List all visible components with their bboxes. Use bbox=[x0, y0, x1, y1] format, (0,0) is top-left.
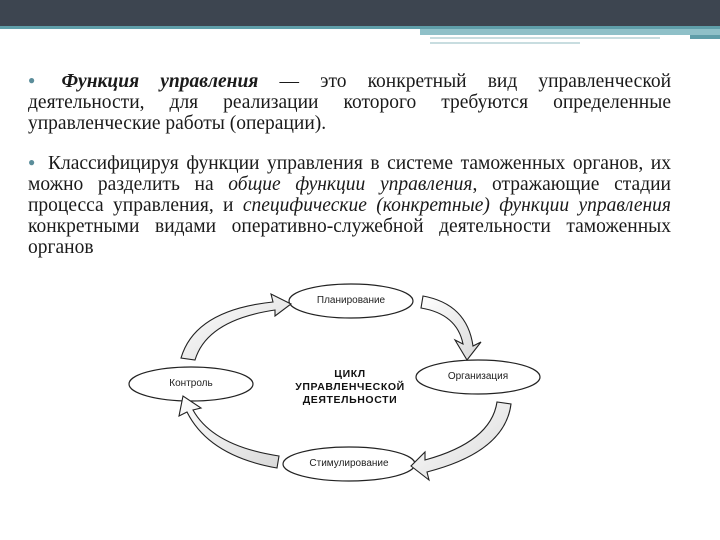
arrow-stimulation-to-control bbox=[179, 396, 279, 468]
cycle-center-title: ЦИКЛ УПРАВЛЕНЧЕСКОЙ ДЕЯТЕЛЬНОСТИ bbox=[295, 368, 405, 406]
bullet-icon: ● bbox=[28, 155, 38, 169]
bullet-icon: ● bbox=[28, 73, 52, 87]
slide-body bbox=[28, 70, 671, 276]
arrow-organization-to-stimulation bbox=[411, 402, 511, 480]
paragraph-definition: ● Функция управления — это конкретный вид управленческой деятельности, для реализации которого требуются определенные управленческие работы (операции). bbox=[28, 71, 672, 134]
node-stimulation-label: Стимулирование bbox=[309, 458, 389, 469]
node-planning-label: Планирование bbox=[316, 295, 386, 306]
header-accent-stripes bbox=[0, 26, 720, 48]
term-general: общие функции управления bbox=[228, 174, 473, 195]
term-specific: специфические (конкретные) функции управления bbox=[242, 195, 671, 216]
node-control-label: Контроль bbox=[169, 378, 213, 389]
paragraph-classification: ● Классифицируя функции управления в системе таможенных органов, их можно разделить на общие функции управления, отражающие стадии процесса управления, и специфические (конкретные) функции управления конкретными видами оперативно-служебной деятельности таможенных органов bbox=[28, 153, 671, 258]
top-header-bar bbox=[0, 0, 720, 26]
management-cycle-diagram bbox=[125, 280, 585, 530]
arrow-planning-to-organization bbox=[421, 296, 481, 360]
term-function: Функция управления bbox=[61, 71, 259, 92]
arrow-control-to-planning bbox=[181, 294, 291, 360]
node-organization-label: Организация bbox=[447, 371, 509, 382]
